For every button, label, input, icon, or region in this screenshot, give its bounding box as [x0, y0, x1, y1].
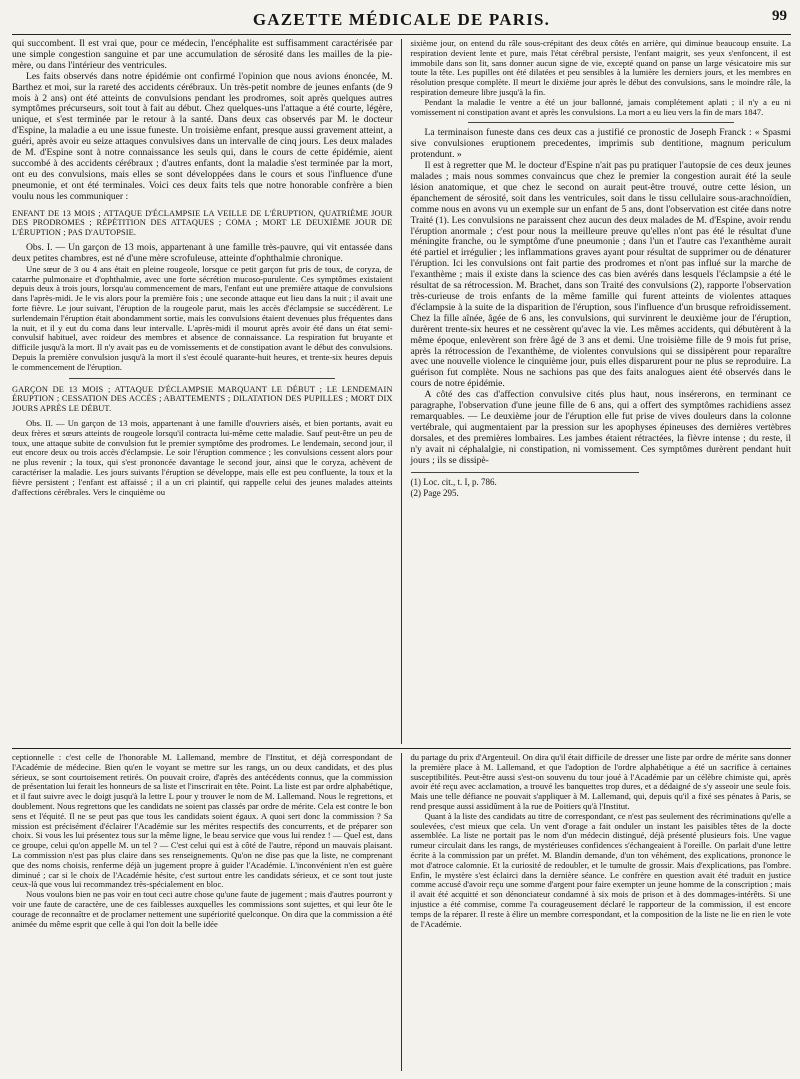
paragraph: Pendant la maladie le ventre a été un jour ballonné, jamais complétement aplati ; il n'y a eu ni vomissement ni constipation avant et après les convulsions. La mort a eu lieu vers la fin de mars 1847. — [410, 96, 791, 117]
observation-paragraph: Obs. I. — Un garçon de 13 mois, appartenant à une famille très-pauvre, qui vit entassée dans deux petites chambres, est né d'une mère scrofuleuse, atteinte d'ophthalmie chronique. — [12, 241, 393, 264]
paragraph: Les faits observés dans notre épidémie ont confirmé l'opinion que nous avions énoncée, M. Barthez et moi, sur la rareté des accidents cérébraux. Un très-petit nombre de jeunes enfants (de 9 mois à 2 ans) ont été atteints de convulsions pendant les prodromes, soit après quelques autres symptômes précurseurs, soit tout à fait au début. Chez quelques-uns l'attaque a été courte, légère, unique, et s'est terminée par le retour à la santé. Dans deux cas observés par M. le docteur d'Espine, la maladie a eu une issue funeste. Un troisième enfant, presque aussi gravement atteint, a guéri, après avoir eu seize attaques convulsives dans un intervalle de cinq jours. Les deux malades de M. d'Espine sont à notre connaissance les seuls qui, dans le cours de cette épidémie, aient succombé à des accidents cérébraux ; d'autres enfants, dont la maladie s'est terminée par la mort, ont eu des convulsions, mais elles se sont développées dans le cours et sous l'influence d'une pneumonie, et ont été terminales. Voici ces deux faits tels que notre honorable confrère a bien voulu nous les communiquer : — [12, 70, 393, 202]
observation-paragraph: Une sœur de 3 ou 4 ans était en pleine rougeole, lorsque ce petit garçon fut pris de toux, de coryza, de catarrhe pulmonaire et d'ophthalmie, avec une forte sécrétion mucoso-purulente. Ces symptômes existaient depuis deux à trois jours, lorsqu'au commencement de mars, l'enfant eut une première attaque de convulsions dans l'après-midi. Je le vis alors pour la première fois ; une seconde attaque eut lieu dans la nuit ; il avait une forte fièvre. Le jour suivant, l'éruption de la rougeole parut, mais les accès d'éclampsie se succédèrent. Le surlendemain l'éruption était abondamment sortie, mais les convulsions étaient devenues plus fréquentes dans la nuit, et il y eut du coma dans leur intervalle. L'après-midi il mourut après avoir été dans un état semi-convulsif habituel, avec roideur des membres et absence de connaissance. La respiration fut bruyante et difficile jusqu'à la mort. Il n'y avait pas eu de vomissements et de constipation avant le début des convulsions. Depuis la première convulsion jusqu'à la mort il s'est écoulé quarante-huit heures, et trente-six heures depuis le commencement de l'éruption. — [12, 263, 393, 372]
bottom-left-column — [12, 753, 402, 1071]
bottom-right-column — [402, 753, 792, 1071]
case-heading: ENFANT DE 13 MOIS ; ATTAQUE D'ÉCLAMPSIE LA VEILLE DE L'ÉRUPTION, QUATRIÈME JOUR DES PRODROMES ; RÉPÉTITION DES ATTAQUES ; COMA ; MORT LE DEUXIÈME JOUR DE L'ÉRUPTION ; PAS D'AUTOPSIE. — [12, 208, 393, 238]
bottom-section — [12, 748, 791, 1071]
paragraph: Quant à la liste des candidats au titre de correspondant, ce n'est pas seulement des récriminations qu'elle a soulevées, c'est mieux que cela. Un vent d'orage a fait onduler un instant les paisibles têtes de la docte assemblée. La liste ne portait pas le nom d'un médecin distingué, déjà présenté plusieurs fois. Une vague rumeur circulait dans les rangs, de mystérieuses confidences s'échangeaient à l'oreille. On parlait d'une lettre écrite à la commission par un préfet. M. Blandin demande, d'un ton véhément, des explications, prononce le mot d'atroce calomnie. Et la curiosité de redoubler, et le tumulte de grossir. Mais d'explications, pas l'ombre. Enfin, le mystère s'est éclairci dans la dernière séance. Le confrère en question avait été traduit en justice comme accusé d'avoir reçu une somme d'argent pour faire exempter un jeune homme de la conscription ; mais il avait été acquitté et son dénonciateur condamné à six mois de prison et à des dommages-intérêts. Si une injustice a été commise, comme l'a courageusement déclaré le rapporteur de la commission, il est encore temps de la réparer. Il reste à élire un membre correspondant, et la composition de la liste ne lie en rien le vote de l'Académie. — [410, 810, 791, 929]
paragraph: A côté des cas d'affection convulsive cités plus haut, nous insérerons, en terminant ce paragraphe, l'observation d'une jeune fille de 6 ans, qui a offert des symptômes rachidiens assez remarquables. — Le deuxième jour de l'éruption elle fut prise de vives douleurs dans la colonne vertébrale, qui augmentaient par la pression sur les apophyses épineuses des dernières vertèbres dorsales, et des premières lombaires. Les jambes étaient rétractées, la fièvre intense ; du reste, il n'y avait ni céphalalgie, ni constipation, ni vomissement. Ces symptômes durèrent pendant huit jours ; ils se dissipè- — [410, 389, 791, 466]
footnote: (1) Loc. cit., t. I, p. 786. — [410, 477, 497, 488]
page-header — [12, 6, 791, 35]
paragraph: sixième jour, on entend du râle sous-crépitant des deux côtés en arrière, qui diminue beaucoup ensuite. La respiration devient lente et pure, mais l'état cérébral persiste, l'enfant maigrit, ses yeux s'enfoncent, il est immobile dans son lit, sans donner aucun signe de vie, excepté quand on panse un large vésicatoire mis sur toute la tête. Les pupilles ont été dilatées et peu sensibles à la lumière les derniers jours, et les membres en résolution presque complète. Il meurt le dixième jour après le début des convulsions, sans le moindre râle, la respiration demeure libre jusqu'à la fin. — [410, 39, 791, 97]
journal-title: GAZETTE MÉDICALE DE PARIS. — [252, 10, 551, 29]
top-section — [12, 39, 791, 744]
paragraph: Nous voulons bien ne pas voir en tout ceci autre chose qu'une faute de jugement ; mais d'autres pourront y voir une faute de caractère, une de ces faiblesses auxquelles les commissions sont sujettes, et qui leur ôte le courage de reconnaître et de proclamer nettement une supériorité quelconque. On dira que la commission a été animée du même esprit que celle à qui l'on doit la belle idée — [12, 889, 393, 929]
paragraph: Il est à regretter que M. le docteur d'Espine n'ait pas pu pratiquer l'autopsie de ces deux jeunes malades ; mais nous sommes convaincus que chez le premier la congestion aurait été la seule lésion anatomique, et que chez le second on aurait peut-être trouvé, outre cette lésion, un épanchement de sérosité, soit dans les ventricules, soit dans le tissu cellulaire sous-arachnoïdien, comme nous en avons vu un exemple sur un enfant de 5 ans, dont l'observation est citée dans notre Traité (1). Les convulsions ne paraissent chez aucun des deux malades de M. d'Espine, avoir rendu l'éruption anormale ; c'est pour nous la meilleure preuve qu'elles n'ont pas été le résultat d'une méningite franche, ou le symptôme d'une pneumonie ; dans l'un et l'autre cas l'exanthème aurait été partiel et irrégulier ; les inflammations graves ayant pour résultat de supprimer ou de dénaturer l'éruption. Ici les convulsions ont fait partie des prodromes et n'ont pas influé sur la marche de l'exanthème ; mais il existe dans la science des cas bien avérés dans lesquels l'éclampsie a été le résultat de sa rétrocession. M. Brachet, dans son Traité des convulsions (2), rapporte l'observation très-curieuse de trois enfants de la même famille qui furent atteints de violentes attaques d'éclampsie à la suite de la disparition de l'éruption, sous l'influence d'un brusque refroidissement. Chez la fille aînée, âgée de 6 ans, les convulsions, qui survinrent le deuxième jour de l'éruption, durèrent trente-six heures et ne cessèrent qu'avec la vie. Les mêmes accidents, qui débutèrent à la même époque, enlevèrent son frère âgé de 3 ans et demi. Une troisième fille de 9 mois fut prise, après la rétrocession de l'exanthème, de violentes convulsions qui se dissipèrent pour reparaître avec une nouvelle violence le cinquième jour, puis elles disparurent pour ne plus se reproduire. La guérison fut complète. Nous ne sachions pas que des faits analogues aient été observés dans le cours de notre épidémie. — [410, 160, 791, 390]
paragraph: La terminaison funeste dans ces deux cas a justifié ce pronostic de Joseph Franck : « Spasmi sive convulsiones eruptionem precedentes, imprimis sub dentitione, magnum periculum protendunt. » — [410, 127, 791, 161]
divider — [69, 378, 335, 379]
top-left-column — [12, 39, 402, 744]
top-right-column — [402, 39, 792, 744]
paragraph: du partage du prix d'Argenteuil. On dira qu'il était difficile de dresser une liste par ordre de mérite sans donner la première place à M. Lallemand, et que l'adoption de l'ordre alphabétique a été un sacrifice à certaines susceptibilités. Peut-être aussi s'est-on souvenu du tour joué à l'Académie par un célèbre chimiste qui, après avoir été reçu avec acclamation, a trouvé les banquettes trop dures, et a dédaigné de s'y asseoir une seule fois. Mais une telle défiance ne pouvait s'appliquer à M. Lallemand, qui, depuis qu'il a fixé ses pénates à Paris, se rend presque aussi assidûment à la rue de Poitiers qu'à l'Institut. — [410, 753, 791, 811]
footnote: (2) Page 295. — [410, 487, 459, 498]
observation-paragraph: Obs. II. — Un garçon de 13 mois, appartenant à une famille d'ouvriers aisés, et bien portants, avait eu deux frères et sœurs atteints de rougeole lorsqu'il contracta lui-même cette maladie. Sauf peut-être un peu de toux, une attaque subite de convulsion fut le premier symptôme des prodromes. Le lendemain, second jour, il eut encore deux ou trois accès d'éclampsie. Le soir l'éruption commence ; les convulsions cessent alors pour ne plus revenir ; la toux, qui s'est prononcée davantage le second jour, ainsi que le coryza, achèvent de caractériser la maladie. Les jours suivants l'éruption se développe, mais elle est peu confluente, la toux et la fièvre persistent ; l'enfant est affaissé ; il a un cri plaintif, qui rappelle celui des jeunes malades atteints d'affections cérébrales. Vers le cinquième ou — [12, 417, 393, 497]
paragraph: qui succombent. Il est vrai que, pour ce médecin, l'encéphalite est suffisamment caractérisée par une simple congestion sanguine et par une accumulation de sérosité dans les mailles de la pie-mère, ou dans l'intérieur des ventricules. — [12, 39, 393, 71]
page-number: 99 — [772, 8, 787, 24]
paragraph: ceptionnelle : c'est celle de l'honorable M. Lallemand, membre de l'Institut, et déjà correspondant de l'Académie de médecine. Bien qu'en le voyant se mettre sur les rangs, un ou deux candidats, et des plus sérieux, se sont courtoisement retirés. On pouvait croire, d'après des antécédents connus, que la commission de présentation lui ferait les honneurs de sa liste et l'inscrirait en tête. Point. La liste est par ordre alphabétique, et il faut suivre avec le doigt jusqu'à la lettre L pour y trouver le nom de M. Lallemand. Nous le regrettons, et doublement. Nous regrettons que les candidats ne soient pas classés par ordre de mérite. Cela est contre le bon sens et l'équité. Il ne se peut pas que tous les candidats soient égaux. A quoi sert donc la commission ? Sa mission est précisément d'éclairer l'Académie sur les mérites respectifs des concurrents, et de préparer son choix. Si vous les lui présentez tous sur la même ligne, le beau service que vous lui rendez ! — Quel est, dans ce groupe, celui qu'on appelle M. un tel ? — C'est celui qui est à côté de l'autre, répond un mauvais plaisant. La commission n'est pas plus claire dans ses renseignements. Qu'on ne dise pas que la liste, ne comprenant que des noms choisis, renferme déjà un jugement propre à guider l'Académie. L'inconvénient n'en est guère diminué ; car si le choix de l'Académie hésite, c'est surtout entre les candidats sérieux, et ce sont tout juste ceux-là que vous lui recommandez très-spécialement en bloc. — [12, 753, 393, 890]
footnotes — [411, 472, 639, 498]
case-heading: GARÇON DE 13 MOIS ; ATTAQUE D'ÉCLAMPSIE MARQUANT LE DÉBUT ; LE LENDEMAIN ÉRUPTION ; CESSATION DES ACCÈS ; ABATTEMENTS ; DILATATION DES PUPILLES ; MORT DIX JOURS APRÈS LE DÉBUT. — [12, 384, 393, 414]
divider — [468, 122, 734, 123]
